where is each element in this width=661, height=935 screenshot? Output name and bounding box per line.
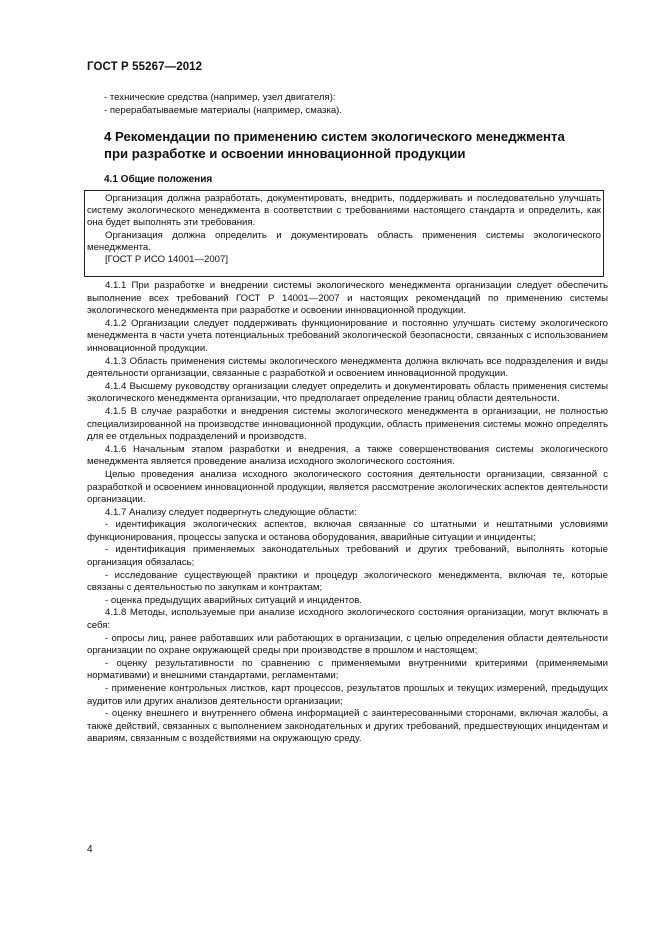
section-title: [104, 129, 604, 162]
paragraph: - оценку внешнего и внутреннего обмена информацией с заинтересованными сторонами, включая жалобы, а также действий, связанных с выполнением законодательных и других требований, предшествующих инцидентам и авариям, связанным с воздействиями на окружающую среду.: [87, 708, 608, 745]
paragraph: - исследование существующей практики и процедур экологического менеджмента, включая те, которые связаны с деятельностью по закупкам и контрактам;: [87, 569, 608, 594]
paragraph: - оценка предыдущих аварийных ситуаций и инцидентов.: [105, 594, 362, 606]
quote-reference: [ГОСТ Р ИСО 14001—2007]: [105, 254, 229, 266]
section-title-line: 4 Рекомендации по применению систем экологического менеджмента: [104, 129, 565, 144]
paragraph: 4.1.7 Анализу следует подвергнуть следующие области:: [105, 506, 357, 518]
list-item: - технические средства (например, узел двигателя):: [104, 92, 336, 103]
paragraph: - идентификация применяемых законодательных требований и других требований, выполнять которые организация обязалась;: [87, 544, 608, 569]
paragraph: 4.1.4 Высшему руководству организации следует определить и документировать область применения системы экологического менеджмента организации, что предполагает определение границ области деятельности.: [87, 380, 608, 405]
list-item: - перерабатываемые материалы (например, смазка).: [104, 104, 343, 116]
page-number: 4: [87, 844, 93, 855]
subsection-title: 4.1 Общие положения: [104, 174, 213, 185]
quote-paragraph: Организация должна разработать, документировать, внедрить, поддерживать и последовательно улучшать систему экологического менеджмента в соответствии с требованиями настоящего стандарта и определить, как она будет выполнять эти требования.: [87, 193, 601, 229]
quote-paragraph: Организация должна определить и документировать область применения системы экологического менеджмента.: [87, 229, 601, 253]
paragraph: 4.1.2 Организации следует поддерживать функционирование и постоянно улучшать систему экологического менеджмента в части учета потенциальных требований экологической безопасности, связанных с использованием инновационной продукции.: [87, 317, 608, 354]
paragraph: - оценку результативности по сравнению с применяемыми внутренними критериями (применяемыми нормативами) и внешними стандартами, регламентами;: [87, 657, 608, 682]
paragraph: 4.1.6 Начальным этапом разработки и внедрения, а также совершенствования системы экологического менеджмента является проведение анализа исходного экологического состояния.: [87, 443, 608, 468]
paragraph: - применение контрольных листков, карт процессов, результатов прошлых и текущих измерений, предыдущих аудитов или других анализов деятельности организации;: [87, 683, 608, 707]
paragraph: 4.1.1 При разработке и внедрении системы экологического менеджмента организации следует обеспечить выполнение всех требований ГОСТ Р 14001—2007 и настоящих рекомендаций по применению системы экологического менеджмента при разработке и освоении инновационной продукции.: [87, 280, 608, 317]
paragraph: - идентификация экологических аспектов, включая связанные со штатными и нештатными условиями функционирования, процессы запуска и останова оборудования, аварийные ситуации и инциденты;: [87, 519, 608, 543]
paragraph: 4.1.8 Методы, используемые при анализе исходного экологического состояния организации, могут включать в себя:: [87, 607, 608, 632]
section-title-line: при разработке и освоении инновационной продукции: [104, 145, 466, 161]
body-text: [87, 280, 608, 746]
paragraph: 4.1.3 Область применения системы экологического менеджмента должна включать все подразделения и виды деятельности организации, связанные с разработкой и освоением инновационной продукции.: [87, 355, 608, 380]
intro-list: [104, 92, 584, 117]
document-code-header: ГОСТ Р 55267—2012: [87, 61, 203, 73]
paragraph: - опросы лиц, ранее работавших или работающих в организации, с целью определения области деятельности организации по охране окружающей среды при производстве в прошлом и настоящем;: [87, 632, 608, 657]
standard-quote-box: [84, 190, 604, 277]
paragraph: Целью проведения анализа исходного экологического состояния деятельности организации, связанной с разработкой и освоением инновационной продукции, является рассмотрение экологических аспектов деятельности организации.: [87, 468, 608, 506]
paragraph: 4.1.5 В случае разработки и внедрения системы экологического менеджмента в организации, не полностью специализированной на производстве инновационной продукции, область применения системы можно определять для ее отдельных подразделений и производств.: [87, 405, 608, 443]
